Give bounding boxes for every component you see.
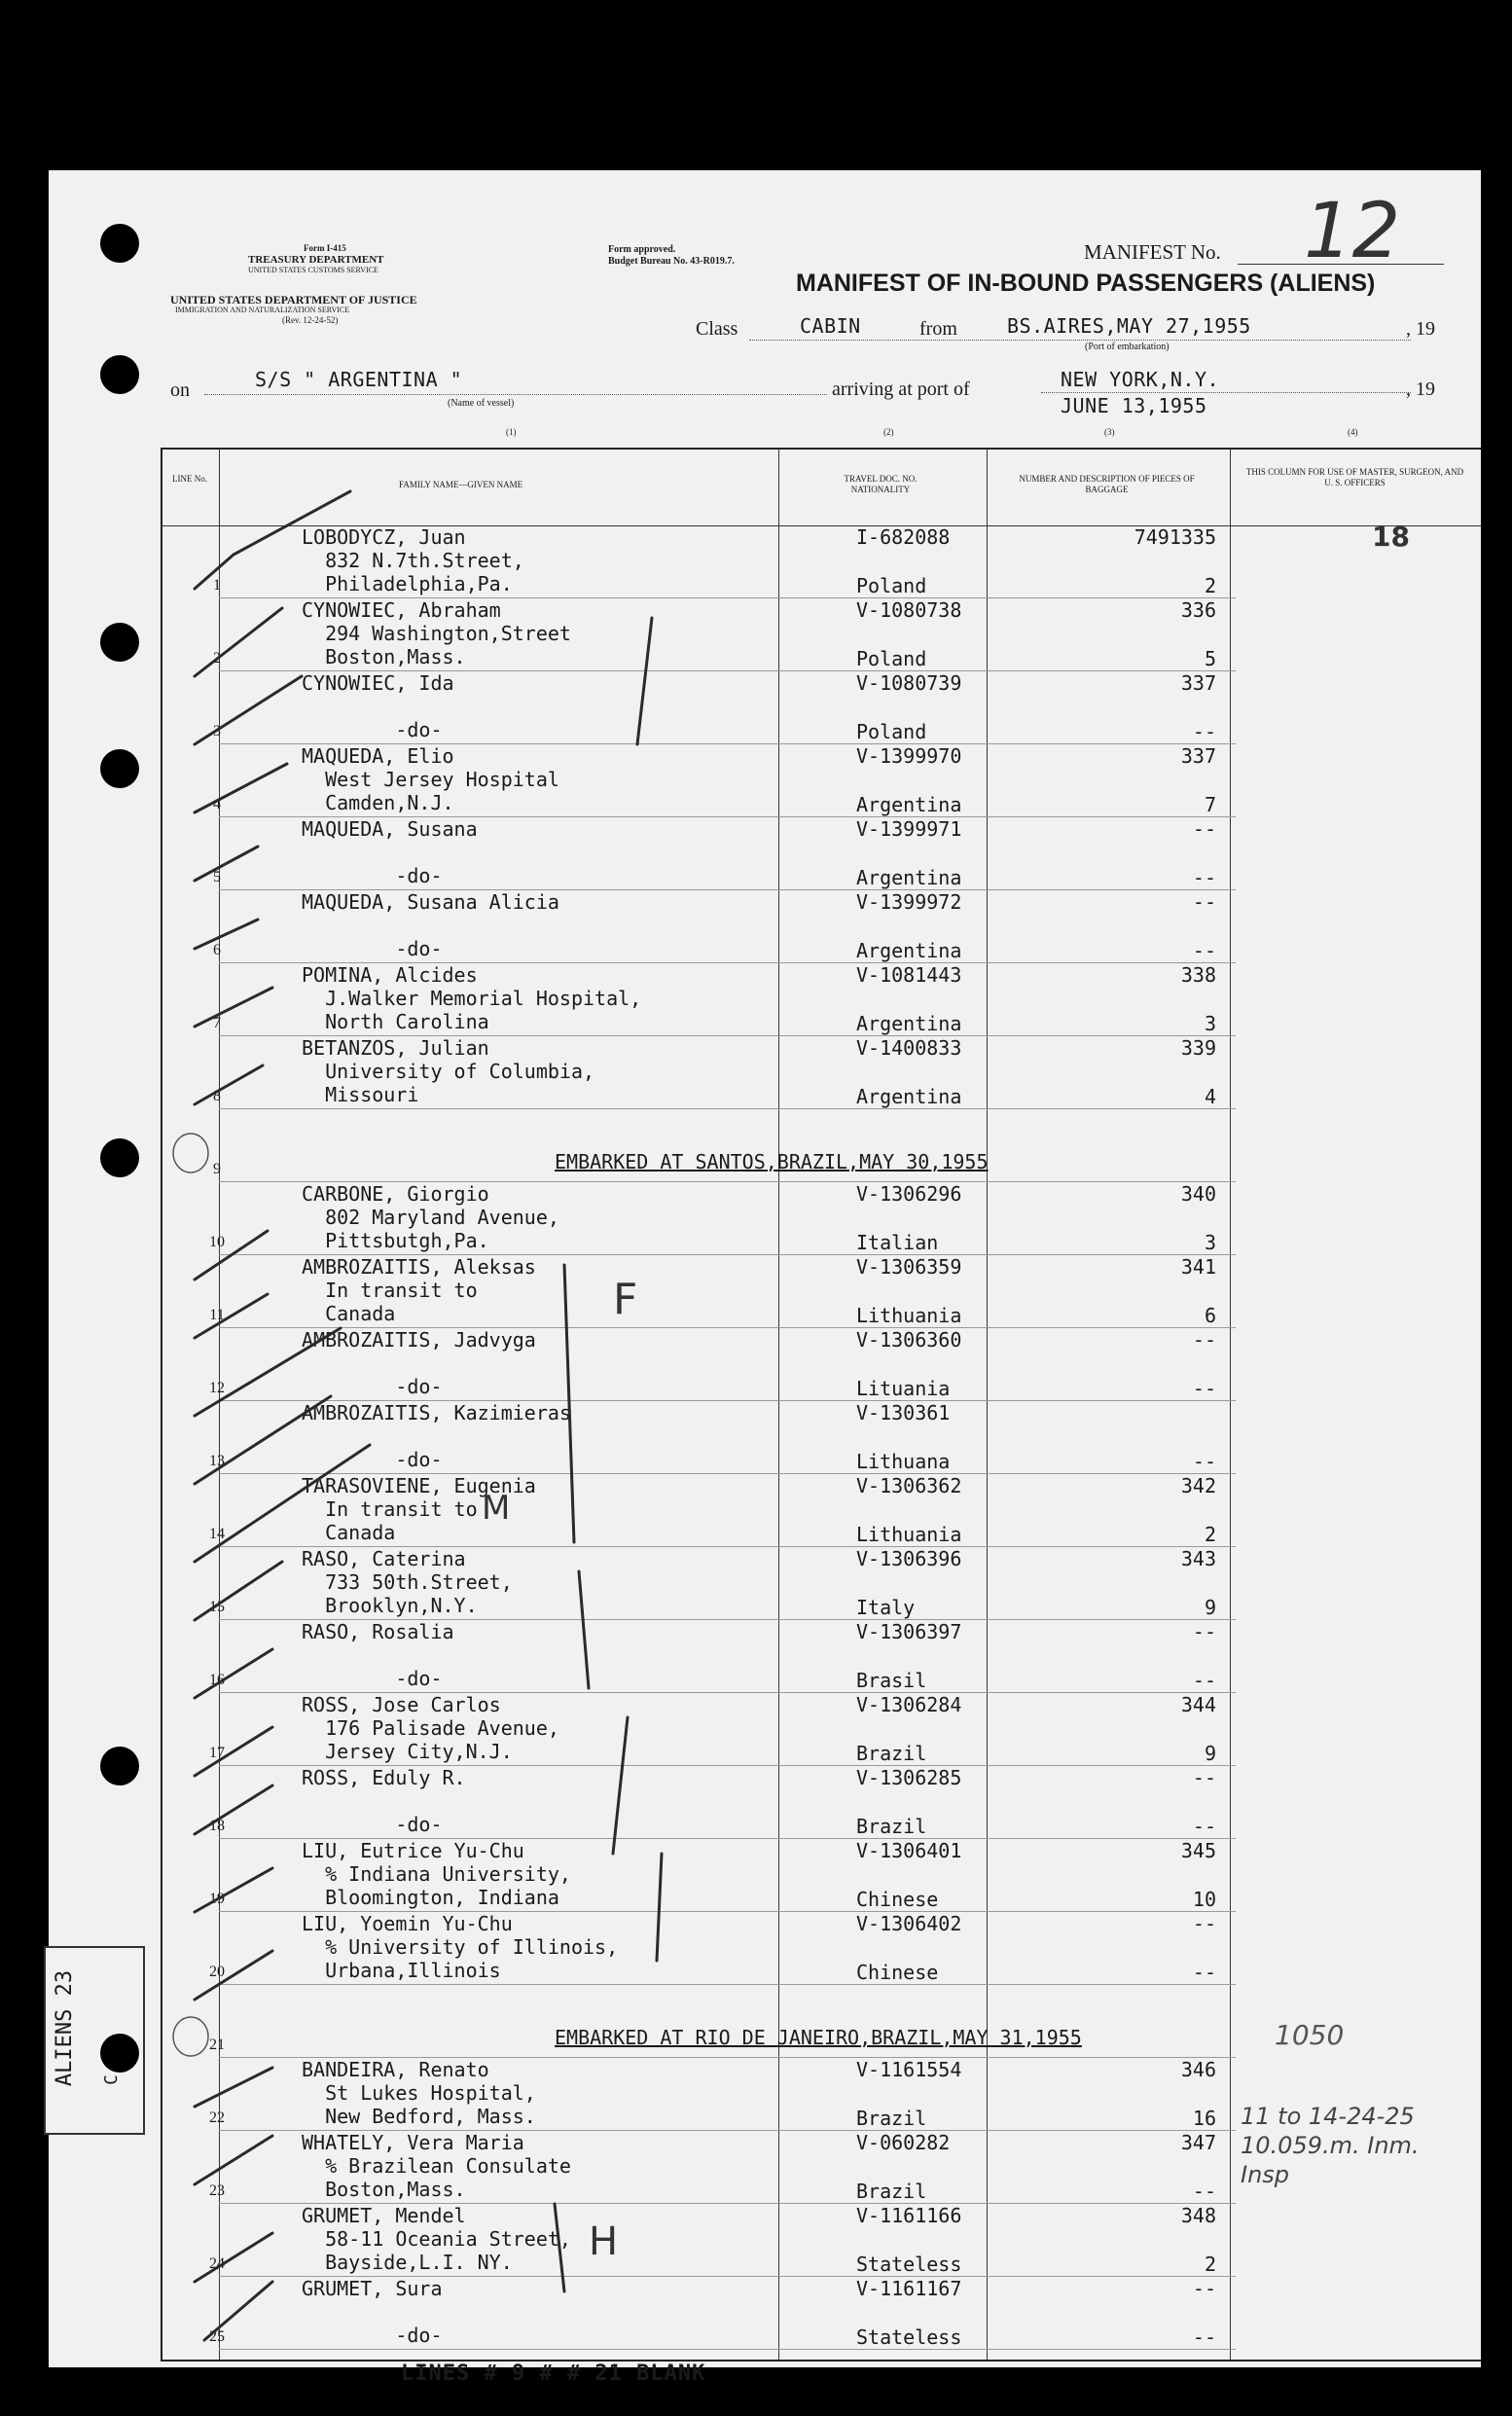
address-line: -do-: [302, 1375, 443, 1398]
binder-hole-5: [100, 1138, 139, 1177]
embarkation-heading: EMBARKED AT SANTOS,BRAZIL,MAY 30,1955: [555, 1150, 989, 1173]
address-line: -do-: [302, 1448, 443, 1471]
line-number: 12: [209, 1380, 225, 1396]
address-line: % University of Illinois,: [302, 1935, 619, 1959]
department-of-justice: UNITED STATES DEPARTMENT OF JUSTICE: [170, 293, 417, 307]
immigration-service: IMMIGRATION AND NATURALIZATION SERVICE: [175, 306, 350, 314]
baggage-pieces: 16: [1192, 2107, 1216, 2130]
nationality: Argentina: [856, 1085, 962, 1108]
address-line: St Lukes Hospital,: [302, 2081, 536, 2105]
baggage-number: 344: [1180, 1693, 1216, 1716]
address-line: Pittsbutgh,Pa.: [302, 1229, 489, 1252]
line-number: 15: [209, 1599, 225, 1615]
pencil-marks: [49, 170, 1481, 2367]
year-1: , 19: [1406, 318, 1435, 340]
travel-doc-number: V-1161167: [856, 2277, 962, 2300]
baggage-number: --: [1192, 1328, 1216, 1352]
address-line: 294 Washington,Street: [302, 622, 571, 645]
passenger-name: MAQUEDA, Susana Alicia: [302, 890, 559, 914]
form-revision: (Rev. 12-24-52): [282, 315, 339, 325]
baggage-number: --: [1192, 2277, 1216, 2300]
binder-hole-2: [100, 355, 139, 394]
address-line: J.Walker Memorial Hospital,: [302, 987, 642, 1010]
address-line: -do-: [302, 864, 443, 887]
vessel-name: S/S " ARGENTINA ": [255, 368, 463, 391]
travel-doc-number: V-1306362: [856, 1474, 962, 1497]
baggage-pieces: 2: [1204, 574, 1216, 597]
baggage-pieces: 9: [1204, 1742, 1216, 1765]
stamp-text: ALIENS 23: [53, 1969, 78, 2087]
address-line: % Brazilean Consulate: [302, 2154, 571, 2178]
line-number: 20: [209, 1964, 225, 1980]
address-line: 733 50th.Street,: [302, 1570, 513, 1594]
baggage-number: --: [1192, 817, 1216, 841]
arrival-port: NEW YORK,N.Y.: [1061, 368, 1220, 391]
nationality: Stateless: [856, 2326, 962, 2349]
baggage-number: 347: [1180, 2131, 1216, 2154]
passenger-name: RASO, Caterina: [302, 1547, 466, 1570]
baggage-pieces: 2: [1204, 1523, 1216, 1546]
address-line: In transit to: [302, 1497, 478, 1521]
travel-doc-number: V-1306396: [856, 1547, 962, 1570]
class-label: Class: [696, 318, 738, 340]
passenger-name: MAQUEDA, Susana: [302, 817, 478, 841]
line-number: 19: [209, 1891, 225, 1907]
from-value: BS.AIRES,MAY 27,1955: [1007, 314, 1251, 338]
passenger-name: AMBROZAITIS, Aleksas: [302, 1255, 536, 1279]
travel-doc-number: V-1399970: [856, 744, 962, 768]
line-number: 5: [213, 869, 221, 885]
address-line: West Jersey Hospital: [302, 768, 559, 791]
manifest-title: MANIFEST OF IN-BOUND PASSENGERS (ALIENS): [796, 270, 1376, 297]
nationality: Italy: [856, 1596, 916, 1619]
line-number: 1: [213, 577, 221, 594]
travel-doc-number: V-1400833: [856, 1036, 962, 1060]
handwritten-margin-note: 11 to 14-24-25 10.059.m. Inm. Insp: [1241, 2103, 1420, 2188]
address-line: 832 N.7th.Street,: [302, 549, 524, 572]
stamp-letter: C: [100, 2074, 122, 2085]
col-marker-4: (4): [1348, 427, 1358, 437]
nationality: Argentina: [856, 793, 962, 816]
passenger-name: GRUMET, Mendel: [302, 2204, 466, 2227]
passenger-name: BETANZOS, Julian: [302, 1036, 489, 1060]
nationality: Stateless: [856, 2253, 962, 2276]
line-number: 3: [213, 723, 221, 739]
nationality: Argentina: [856, 866, 962, 889]
line-number: 16: [209, 1672, 225, 1688]
address-line: -do-: [302, 1667, 443, 1690]
baggage-number: 345: [1180, 1839, 1216, 1862]
port-note: (Port of embarkation): [1085, 342, 1170, 352]
travel-doc-number: V-1080739: [856, 671, 962, 695]
baggage-number: 342: [1180, 1474, 1216, 1497]
passenger-name: LIU, Yoemin Yu-Chu: [302, 1912, 513, 1935]
baggage-pieces: 3: [1204, 1012, 1216, 1035]
passenger-name: TARASOVIENE, Eugenia: [302, 1474, 536, 1497]
handwritten-f: F: [613, 1275, 638, 1324]
address-line: -do-: [302, 937, 443, 960]
address-line: Bayside,L.I. NY.: [302, 2251, 513, 2274]
baggage-pieces: --: [1192, 720, 1216, 743]
nationality: Brasil: [856, 1669, 927, 1692]
col-header-baggage: NUMBER AND DESCRIPTION OF PIECES OF BAGGAGE: [1019, 474, 1195, 494]
line-number: 23: [209, 2182, 225, 2199]
baggage-number: 337: [1180, 744, 1216, 768]
passenger-name: AMBROZAITIS, Kazimieras: [302, 1401, 571, 1424]
address-line: -do-: [302, 1813, 443, 1836]
footer-blank-lines: LINES # 9 # # 21 BLANK: [401, 2362, 706, 2386]
baggage-number: 339: [1180, 1036, 1216, 1060]
arrival-date: JUNE 13,1955: [1061, 394, 1207, 417]
address-line: Camden,N.J.: [302, 791, 454, 814]
travel-doc-number: V-1306360: [856, 1328, 962, 1352]
travel-doc-number: V-1306402: [856, 1912, 962, 1935]
arriving-label: arriving at port of: [832, 379, 970, 400]
col-header-name: FAMILY NAME—GIVEN NAME: [399, 480, 523, 489]
travel-doc-number: V-1306401: [856, 1839, 962, 1862]
travel-doc-number: V-1081443: [856, 963, 962, 987]
line-number: 24: [209, 2255, 225, 2272]
from-label: from: [919, 318, 957, 340]
travel-doc-number: I-682088: [856, 525, 951, 549]
passenger-name: MAQUEDA, Elio: [302, 744, 454, 768]
passenger-name: CYNOWIEC, Ida: [302, 671, 454, 695]
baggage-pieces: --: [1192, 866, 1216, 889]
passenger-name: BANDEIRA, Renato: [302, 2058, 489, 2081]
nationality: Brazil: [856, 1742, 927, 1765]
travel-doc-number: V-1161166: [856, 2204, 962, 2227]
baggage-number: 338: [1180, 963, 1216, 987]
baggage-number: 346: [1180, 2058, 1216, 2081]
travel-doc-number: V-1306359: [856, 1255, 962, 1279]
baggage-number: 348: [1180, 2204, 1216, 2227]
col-header-use: THIS COLUMN FOR USE OF MASTER, SURGEON, AND U. S. OFFICERS: [1245, 467, 1464, 487]
address-line: Philadelphia,Pa.: [302, 572, 513, 595]
nationality: Poland: [856, 720, 927, 743]
travel-doc-number: V-1080738: [856, 598, 962, 622]
address-line: Brooklyn,N.Y.: [302, 1594, 478, 1617]
baggage-pieces: 5: [1204, 647, 1216, 670]
travel-doc-number: V-130361: [856, 1401, 951, 1424]
nationality: Italian: [856, 1231, 939, 1254]
baggage-pieces: --: [1192, 939, 1216, 962]
address-line: Jersey City,N.J.: [302, 1740, 513, 1763]
binder-hole-7: [100, 2034, 139, 2073]
address-line: -do-: [302, 718, 443, 741]
line-number: 21: [209, 2037, 225, 2053]
travel-doc-number: V-1306397: [856, 1620, 962, 1643]
embarkation-heading: EMBARKED AT RIO DE JANEIRO,BRAZIL,MAY 31,1955: [555, 2026, 1082, 2049]
address-line: In transit to: [302, 1279, 478, 1302]
line-number: 14: [209, 1526, 225, 1542]
baggage-pieces: --: [1192, 1815, 1216, 1838]
nationality: Lithuania: [856, 1304, 962, 1327]
address-line: University of Columbia,: [302, 1060, 595, 1083]
baggage-number: 337: [1180, 671, 1216, 695]
handwritten-h: H: [589, 2219, 619, 2264]
baggage-pieces: --: [1192, 2180, 1216, 2203]
address-line: 176 Palisade Avenue,: [302, 1716, 559, 1740]
travel-doc-number: V-1306296: [856, 1182, 962, 1206]
nationality: Chinese: [856, 1961, 939, 1984]
nationality: Brazil: [856, 2180, 927, 2203]
address-line: % Indiana University,: [302, 1862, 571, 1886]
manifest-no-label: MANIFEST No.: [1084, 240, 1221, 264]
passenger-name: POMINA, Alcides: [302, 963, 478, 987]
nationality: Brazil: [856, 2107, 927, 2130]
col-marker-1: (1): [506, 427, 517, 437]
baggage-pieces: 4: [1204, 1085, 1216, 1108]
officer-note: 18: [1372, 521, 1410, 553]
line-number: 8: [213, 1088, 221, 1104]
line-number: 25: [209, 2328, 225, 2345]
line-number: 7: [213, 1015, 221, 1031]
baggage-pieces: --: [1192, 1377, 1216, 1400]
address-line: -do-: [302, 2324, 443, 2347]
binder-hole-1: [100, 224, 139, 263]
address-line: Urbana,Illinois: [302, 1959, 501, 1982]
baggage-number: --: [1192, 1912, 1216, 1935]
col-marker-2: (2): [883, 427, 894, 437]
passenger-name: CYNOWIEC, Abraham: [302, 598, 501, 622]
nationality: Argentina: [856, 939, 962, 962]
baggage-pieces: 3: [1204, 1231, 1216, 1254]
address-line: Canada: [302, 1302, 396, 1325]
passenger-name: WHATELY, Vera Maria: [302, 2131, 524, 2154]
baggage-number: 343: [1180, 1547, 1216, 1570]
col-header-doc: TRAVEL DOC. NO. NATIONALITY: [844, 474, 918, 494]
address-line: New Bedford, Mass.: [302, 2105, 536, 2128]
manifest-page: [49, 170, 1481, 2386]
vessel-note: (Name of vessel): [448, 398, 515, 409]
class-value: CABIN: [800, 314, 861, 338]
binder-hole-3: [100, 623, 139, 662]
handwritten-m: M: [482, 1489, 511, 1528]
year-2: , 19: [1406, 379, 1435, 400]
baggage-number: 340: [1180, 1182, 1216, 1206]
col-marker-3: (3): [1104, 427, 1115, 437]
baggage-pieces: --: [1192, 1450, 1216, 1473]
address-line: 58-11 Oceania Street,: [302, 2227, 571, 2251]
passenger-name: GRUMET, Sura: [302, 2277, 443, 2300]
line-number: 11: [209, 1307, 225, 1323]
baggage-pieces: 9: [1204, 1596, 1216, 1619]
address-line: Missouri: [302, 1083, 419, 1106]
nationality: Brazil: [856, 1815, 927, 1838]
baggage-pieces: --: [1192, 1669, 1216, 1692]
passenger-name: RASO, Rosalia: [302, 1620, 454, 1643]
binder-hole-4: [100, 749, 139, 788]
passenger-name: ROSS, Eduly R.: [302, 1766, 466, 1789]
passenger-name: LOBODYCZ, Juan: [302, 525, 466, 549]
line-number: 22: [209, 2109, 225, 2126]
baggage-pieces: 10: [1192, 1888, 1216, 1911]
baggage-number: --: [1192, 1620, 1216, 1643]
baggage-pieces: 6: [1204, 1304, 1216, 1327]
line-number: 10: [209, 1234, 225, 1250]
travel-doc-number: V-1161554: [856, 2058, 962, 2081]
nationality: Chinese: [856, 1888, 939, 1911]
nationality: Lituania: [856, 1377, 951, 1400]
line-number: 2: [213, 650, 221, 667]
treasury-department: TREASURY DEPARTMENT: [248, 254, 384, 266]
line-number: 18: [209, 1818, 225, 1834]
address-line: Boston,Mass.: [302, 2178, 466, 2201]
nationality: Argentina: [856, 1012, 962, 1035]
binder-hole-6: [100, 1747, 139, 1785]
line-number: 9: [213, 1161, 221, 1177]
nationality: Lithuania: [856, 1523, 962, 1546]
baggage-pieces: --: [1192, 2326, 1216, 2349]
line-number: 4: [213, 796, 221, 812]
baggage-number: 7491335: [1134, 525, 1216, 549]
col-header-line: LINE No.: [172, 474, 207, 484]
passenger-name: AMBROZAITIS, Jadvyga: [302, 1328, 536, 1352]
nationality: Poland: [856, 647, 927, 670]
baggage-number: 341: [1180, 1255, 1216, 1279]
passenger-name: ROSS, Jose Carlos: [302, 1693, 501, 1716]
travel-doc-number: V-1399972: [856, 890, 962, 914]
line-number: 6: [213, 942, 221, 958]
nationality: Lithuana: [856, 1450, 951, 1473]
baggage-number: --: [1192, 1766, 1216, 1789]
line-number: 13: [209, 1453, 225, 1469]
form-approved: Form approved.: [608, 244, 676, 255]
on-label: on: [170, 379, 190, 401]
handwritten-1050: 1050: [1275, 2019, 1345, 2051]
budget-bureau: Budget Bureau No. 43-R019.7.: [608, 256, 735, 267]
address-line: North Carolina: [302, 1010, 489, 1033]
address-line: Boston,Mass.: [302, 645, 466, 668]
baggage-pieces: 7: [1204, 793, 1216, 816]
passenger-name: CARBONE, Giorgio: [302, 1182, 489, 1206]
address-line: Bloomington, Indiana: [302, 1886, 559, 1909]
manifest-number: 12: [1304, 188, 1401, 275]
address-line: 802 Maryland Avenue,: [302, 1206, 559, 1229]
travel-doc-number: V-1306284: [856, 1693, 962, 1716]
baggage-pieces: --: [1192, 1961, 1216, 1984]
travel-doc-number: V-1306285: [856, 1766, 962, 1789]
passenger-name: LIU, Eutrice Yu-Chu: [302, 1839, 524, 1862]
travel-doc-number: V-1399971: [856, 817, 962, 841]
line-number: 17: [209, 1745, 225, 1761]
travel-doc-number: V-060282: [856, 2131, 951, 2154]
customs-service: UNITED STATES CUSTOMS SERVICE: [248, 266, 378, 274]
nationality: Poland: [856, 574, 927, 597]
form-number: Form I-415: [304, 243, 346, 253]
address-line: Canada: [302, 1521, 396, 1544]
baggage-number: --: [1192, 890, 1216, 914]
baggage-pieces: 2: [1204, 2253, 1216, 2276]
baggage-number: 336: [1180, 598, 1216, 622]
